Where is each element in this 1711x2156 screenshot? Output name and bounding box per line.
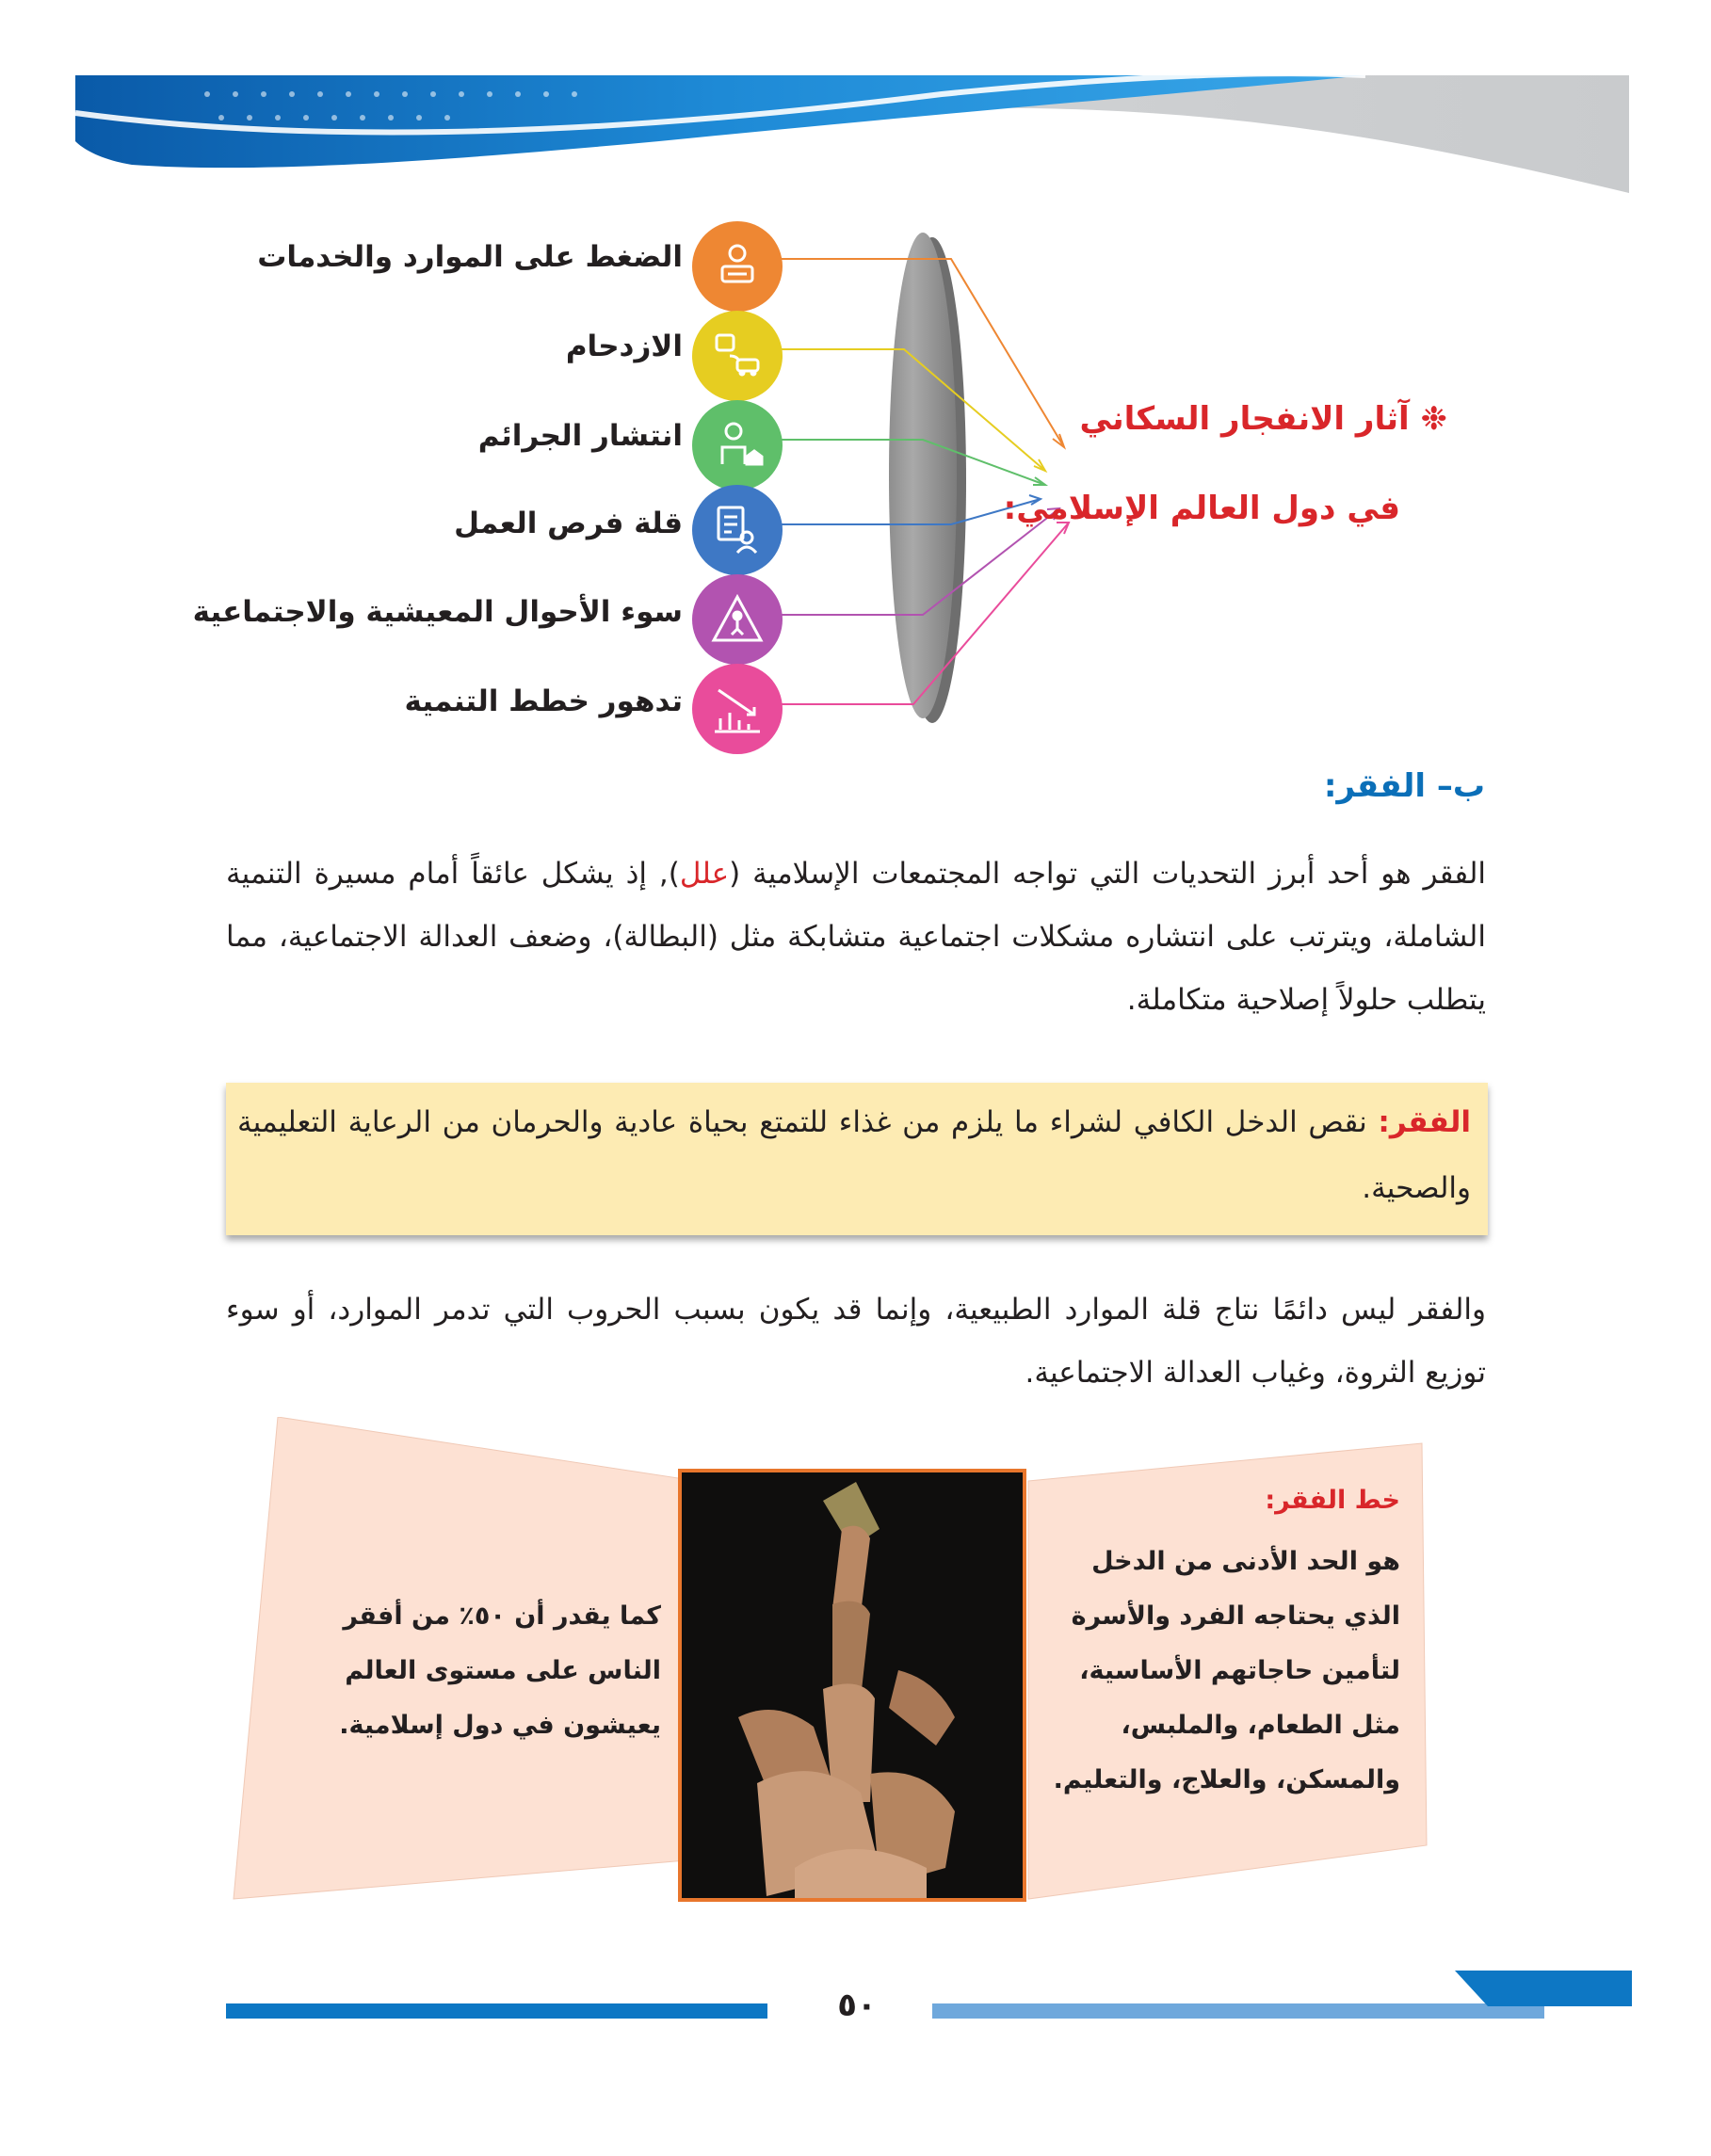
effects-title-line2: في دول العالم الإسلامي: — [1003, 490, 1400, 527]
traffic-icon — [692, 311, 783, 401]
poverty-paragraph — [226, 843, 1486, 1032]
poverty-line-title: خط الفقر: — [1265, 1486, 1400, 1515]
text-line: والمسكن، والعلاج، والتعليم. — [1053, 1765, 1400, 1794]
text-line: مثل الطعام، والملبس، — [1121, 1711, 1400, 1740]
text-line: لتأمين حاجاتهم الأساسية، — [1079, 1656, 1400, 1685]
text-line: يعيشون في دول إسلامية. — [339, 1711, 661, 1740]
footer-bar-left — [226, 2003, 767, 2019]
text-line: كما يقدر أن ٥٠٪ من أفقر — [343, 1601, 661, 1631]
footer-tab-decoration — [1455, 1971, 1632, 2006]
effect-item-label: الضغط على الموارد والخدمات — [257, 240, 683, 274]
warning-person-icon — [692, 574, 783, 665]
hands-reaching-money-image — [678, 1469, 1026, 1902]
reason-keyword: علل — [679, 857, 730, 891]
declining-chart-icon — [692, 664, 783, 754]
text-line: هو الحد الأدنى من الدخل — [1091, 1547, 1400, 1576]
text-line: الناس على مستوى العالم — [345, 1656, 661, 1685]
definition-text — [237, 1089, 1471, 1221]
definition-body: نقص الدخل الكافي لشراء ما يلزم من غذاء للتمتع بحياة عادية والحرمان من الرعاية التعليمية والصحية. — [237, 1105, 1471, 1205]
section-heading: ب– الفقر: — [1323, 767, 1485, 805]
effect-item-label: انتشار الجرائم — [477, 419, 683, 453]
definition-term: الفقر: — [1378, 1105, 1471, 1139]
effects-title-line1: ❉ آثار الانفجار السكاني — [1079, 400, 1447, 438]
effect-item-label: تدهور خطط التنمية — [404, 684, 683, 718]
effect-item-label: الازدحام — [565, 330, 683, 363]
effect-item-label: سوء الأحوال المعيشية والاجتماعية — [192, 595, 683, 629]
fact-box-text — [266, 1589, 661, 1753]
header-wave-band — [0, 0, 1711, 217]
page-number: ٥٠ — [837, 1987, 877, 2024]
paragraph-text: ), إذ يشكل عائقاً أمام مسيرة التنمية الشاملة، ويترتب على انتشاره مشكلات اجتماعية متشابكة مثل (البطالة)، وضعف العدالة الاجتماعية، مما يتطلب حلولاً إصلاحية متكاملة. — [226, 857, 1486, 1017]
text-line: الذي يحتاجه الفرد والأسرة — [1071, 1601, 1400, 1631]
people-with-resources-icon — [692, 221, 783, 312]
job-document-icon — [692, 485, 783, 575]
paragraph-text: الفقر هو أحد أبرز التحديات التي تواجه المجتمعات الإسلامية ( — [729, 857, 1487, 891]
effect-item-label: قلة فرص العمل — [454, 507, 683, 540]
poverty-line-definition — [1005, 1535, 1400, 1808]
criminal-icon — [692, 400, 783, 491]
poverty-causes-paragraph: والفقر ليس دائمًا نتاج قلة الموارد الطبيعية، وإنما قد يكون بسبب الحروب التي تدمر الموارد، أو سوء توزيع الثروة، وغياب العدالة الاجتماعية. — [226, 1293, 1486, 1390]
footer-bar-right — [932, 2003, 1544, 2019]
